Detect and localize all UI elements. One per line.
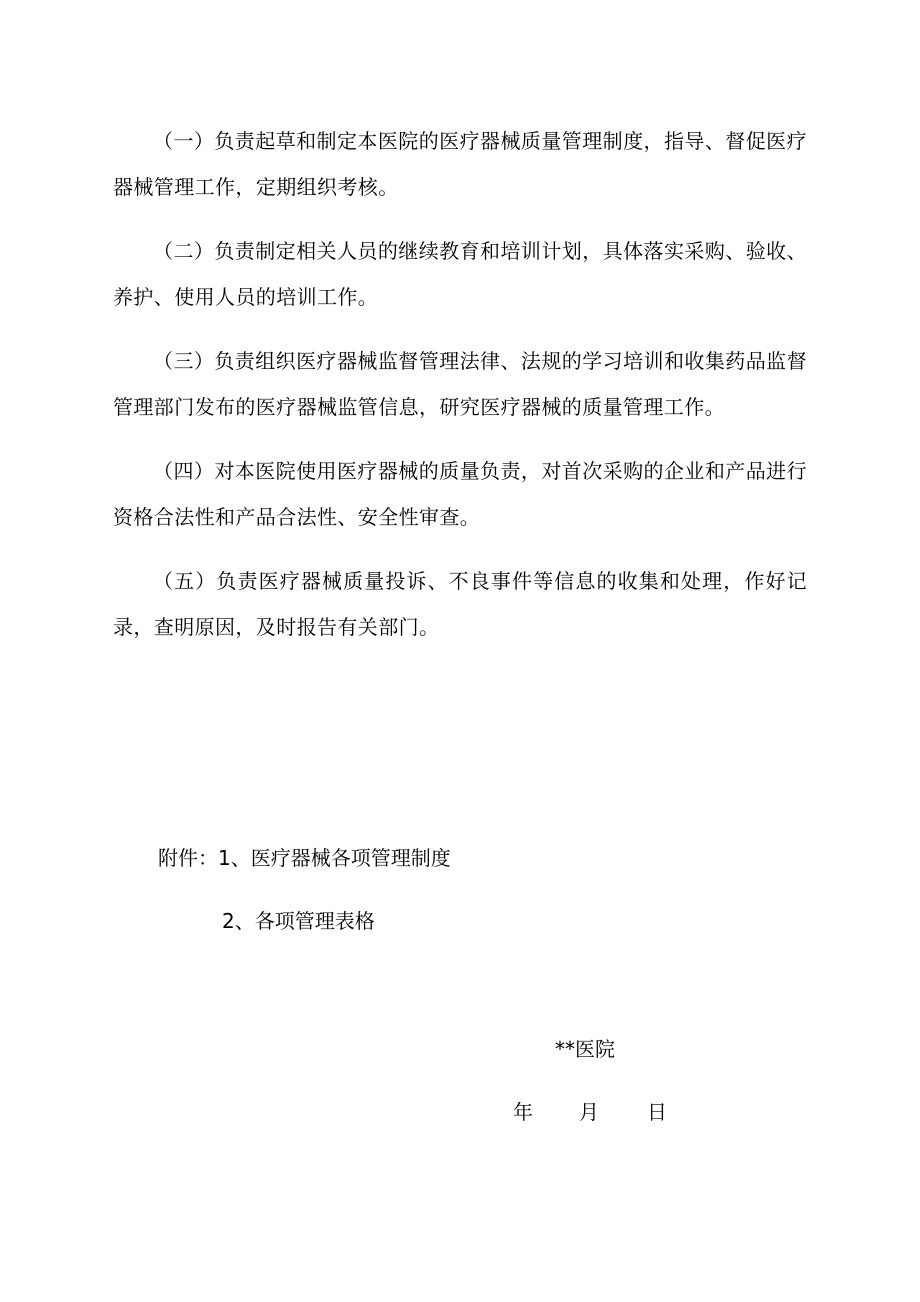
signature-date: [513, 1097, 667, 1127]
date-month-label: 月: [579, 1100, 599, 1124]
attachment-line-1: 附件：1、医疗器械各项管理制度: [158, 846, 451, 870]
paragraph-1: （一）负责起草和制定本医院的医疗器械质量管理制度，指导、督促医疗器械管理工作，定期组织考核。: [113, 129, 807, 199]
document-body: [113, 118, 807, 668]
attachment-line-2: 2、各项管理表格: [222, 909, 375, 933]
paragraph-4: （四）对本医院使用医疗器械的质量负责，对首次采购的企业和产品进行资格合法性和产品合法性、安全性审查。: [113, 459, 807, 529]
signature-organization: **医院: [555, 1037, 615, 1061]
date-day-label: 日: [647, 1100, 667, 1124]
date-year-label: 年: [513, 1100, 533, 1124]
paragraph-5: （五）负责医疗器械质量投诉、不良事件等信息的收集和处理，作好记录，查明原因，及时报告有关部门。: [113, 569, 807, 639]
paragraph-2: （二）负责制定相关人员的继续教育和培训计划，具体落实采购、验收、养护、使用人员的培训工作。: [113, 239, 807, 309]
paragraph-3: （三）负责组织医疗器械监督管理法律、法规的学习培训和收集药品监督管理部门发布的医疗器械监管信息，研究医疗器械的质量管理工作。: [113, 349, 807, 419]
